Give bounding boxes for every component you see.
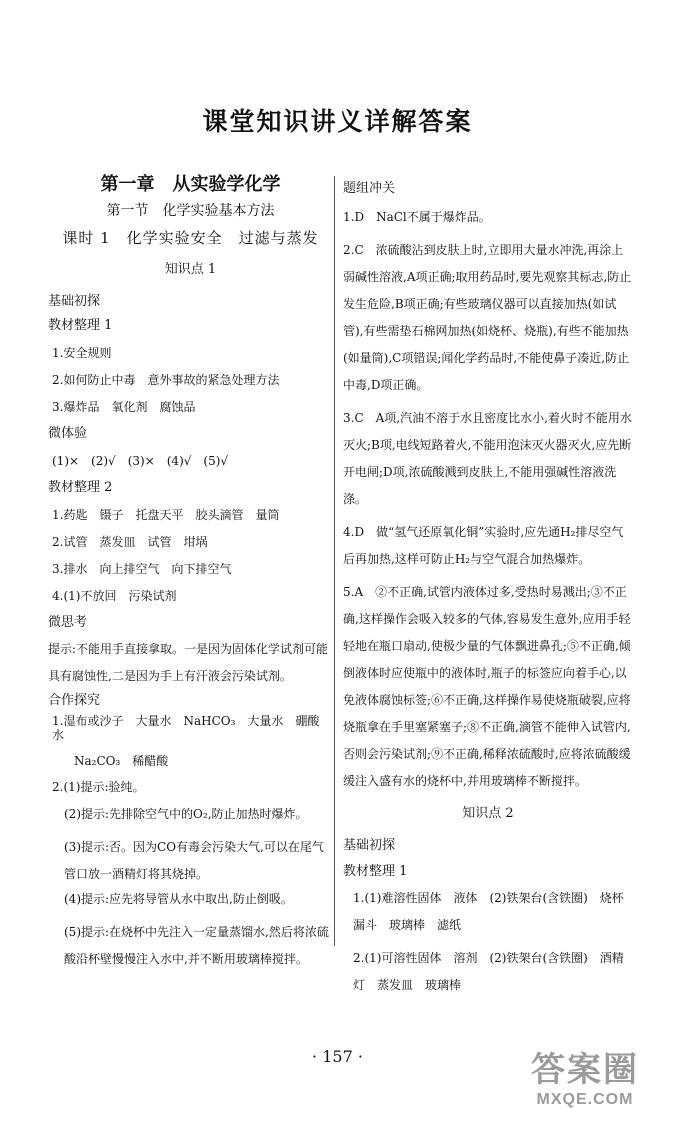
- heading-cooperation: 合作探究: [48, 693, 101, 708]
- list-item: 1.安全规则: [52, 346, 112, 360]
- heading-textbook-2: 教材整理 2: [48, 480, 113, 495]
- kp2-answer: 2.(1)可溶性固体 溶剂 (2)铁架台(含铁圈) 酒精灯 蒸发皿 玻璃棒: [353, 951, 624, 992]
- section-title: 第一节 化学实验基本方法: [106, 203, 275, 219]
- watermark-url: MXQE.COM: [536, 1091, 634, 1108]
- answer-item: 4.D 做“氢气还原氧化铜”实验时,应先通H₂排尽空气后再加热,这样可防止H₂与空气混合加热爆炸。: [343, 525, 624, 566]
- page-number: · 157 ·: [312, 1047, 363, 1066]
- coop-answer-2-5: (5)提示:在烧杯中先注入一定量蒸馏水,然后将浓硫酸沿杯壁慢慢注入水中,并不断用玻璃棒搅拌。: [64, 925, 329, 966]
- list-item: 1.药匙 镊子 托盘天平 胶头滴管 量筒: [52, 508, 280, 522]
- kp2-answer: 1.(1)难溶性固体 液体 (2)铁架台(含铁圈) 烧杯 漏斗 玻璃棒 滤纸: [353, 891, 636, 932]
- coop-answer-2-2: (2)提示:先排除空气中的O₂,防止加热时爆炸。: [64, 807, 308, 821]
- left-column: [48, 176, 333, 973]
- list-item: 3.爆炸品 氧化剂 腐蚀品: [52, 400, 196, 414]
- heading-exercise-group: 题组冲关: [343, 181, 396, 196]
- coop-answer-2-1: 2.(1)提示:验纯。: [52, 780, 145, 794]
- watermark-logo: 答案圈: [531, 1051, 639, 1089]
- page-title: 课堂知识讲义详解答案: [202, 107, 473, 136]
- knowledge-point-1: 知识点 1: [164, 262, 217, 277]
- answer-item: 3.C A项,汽油不溶于水且密度比水小,着火时不能用水灭火;B项,电线短路着火,不能用泡沫灭火器灭火,应先断开电闸;D项,浓硫酸溅到皮肤上,不能用强碱性溶液洗涤。: [343, 411, 632, 506]
- watermark: [515, 1050, 655, 1115]
- list-item: 2.试管 蒸发皿 试管 坩埚: [52, 535, 208, 549]
- knowledge-point-2: 知识点 2: [462, 806, 514, 821]
- heading-micro-experience: 微体验: [48, 426, 88, 441]
- heading-textbook-1: 教材整理 1: [48, 318, 113, 333]
- answer-item: 2.C 浓硫酸沾到皮肤上时,立即用大量水冲洗,再涂上弱碱性溶液,A项正确;取用药品时,要先观察其标志,防止发生危险,B项正确;有些玻璃仪器可以直接加热(如试管),有些需垫石棉网加热(如烧杯、烧瓶),有些不能加热(如量筒),C项错误;闻化学药品时,不能使鼻子凑近,防止中毒,D项正确。: [343, 243, 632, 392]
- heading-micro-thinking: 微思考: [48, 615, 88, 630]
- coop-answer-1b: Na₂CO₃ 稀醋酸: [74, 754, 169, 768]
- lesson-title: 课时 1 化学实验安全 过滤与蒸发: [62, 229, 319, 247]
- list-item: 2.如何防止中毒 意外事故的紧急处理方法: [52, 373, 280, 387]
- heading-textbook-1b: 教材整理 1: [343, 864, 408, 879]
- coop-answer-2-3: (3)提示:否。因为CO有毒会污染大气,可以在尾气管口放一酒精灯将其烧掉。: [64, 840, 324, 881]
- heading-basic-2: 基础初探: [343, 838, 396, 853]
- answer-item: 5.A ②不正确,试管内液体过多,受热时易溅出;③不正确,这样操作会吸入较多的气体,容易发生意外,应用手轻轻地在瓶口扇动,使极少量的气体飘进鼻孔;⑤不正确,倾倒液体时应使瓶中的液体时,瓶子的标签应向着手心,以免液体腐蚀标签;⑥不正确,这样操作易使烧瓶破裂,应将烧瓶拿在手里塞紧塞子;⑧不正确,滴管不能伸入试管内,否则会污染试剂;⑨不正确,稀释浓硫酸时,应将浓硫酸缓缓注入盛有水的烧杯中,并用玻璃棒不断搅拌。: [343, 585, 631, 788]
- list-item: 3.排水 向上排空气 向下排空气: [52, 562, 232, 576]
- micro-experience-answer: (1)× (2)√ (3)× (4)√ (5)√: [52, 454, 229, 468]
- column-divider: [334, 176, 335, 946]
- right-column: [343, 178, 636, 1005]
- micro-thinking-text: 提示:不能用手直接拿取。一是因为固体化学试剂可能具有腐蚀性,二是因为手上有汗液会污染试剂。: [48, 642, 329, 683]
- answer-item: 1.D NaCl不属于爆炸品。: [343, 210, 491, 224]
- heading-basic: 基础初探: [48, 294, 101, 309]
- coop-answer-1a: 1.湿布或沙子 大量水 NaHCO₃ 大量水 硼酸 水: [52, 714, 332, 742]
- chapter-title: 第一章 从实验学化学: [100, 174, 281, 195]
- list-item: 4.(1)不放回 污染试剂: [52, 589, 177, 603]
- coop-answer-2-4: (4)提示:应先将导管从水中取出,防止倒吸。: [64, 892, 293, 906]
